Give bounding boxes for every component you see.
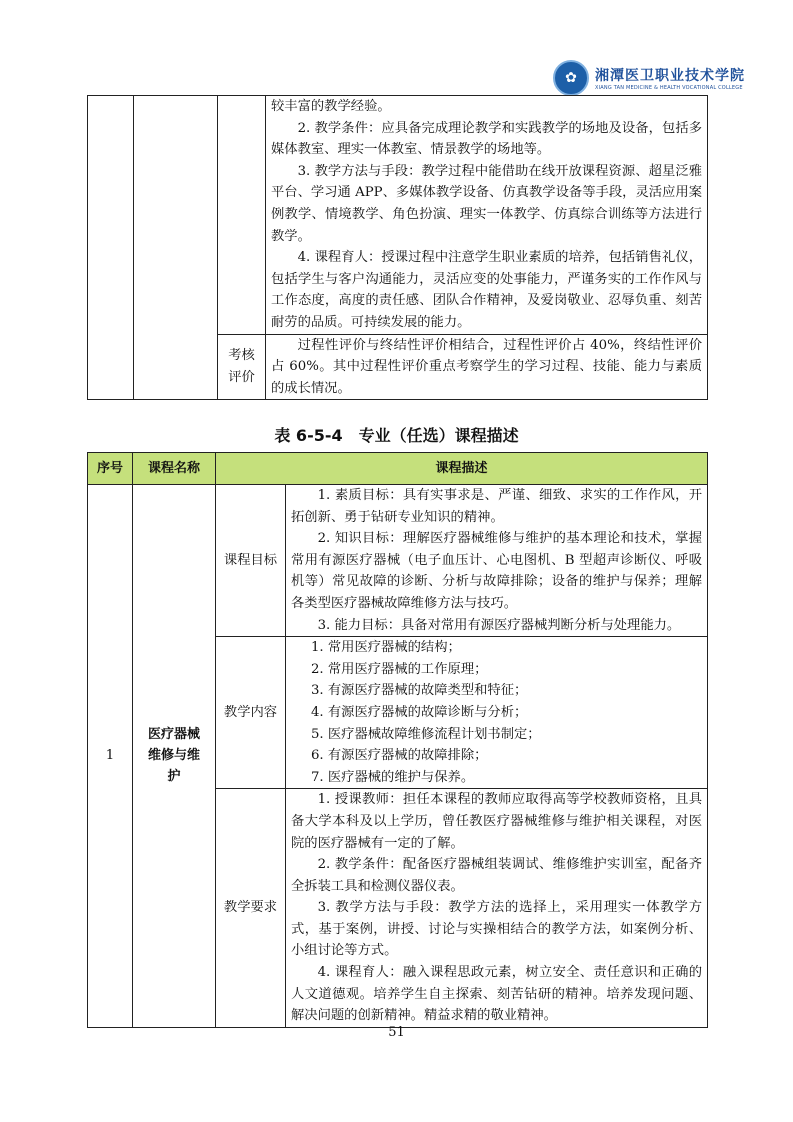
paragraph: 较丰富的教学经验。 bbox=[271, 99, 391, 114]
college-emblem-icon: ✿ bbox=[553, 60, 589, 96]
requirements-cell bbox=[286, 789, 708, 1028]
paragraph: 4. 课程育人：授课过程中注意学生职业素质的培养，包括销售礼仪，包括学生与客户沟通能力，灵活应变的处事能力，严谨务实的工作作风与工作态度，高度的责任感、团队合作精神，及爱岗敬业、忍辱负重、刻苦耐劳的品质。可持续发展的能力。 bbox=[271, 250, 702, 330]
paragraph: 1. 素质目标：具有实事求是、严谨、细致、求实的工作作风，开拓创新、勇于钻研专业知识的精神。 bbox=[291, 488, 702, 525]
requirements-label: 教学要求 bbox=[216, 789, 286, 1028]
header-course-name: 课程名称 bbox=[133, 453, 216, 485]
paragraph: 2. 教学条件：应具备完成理论教学和实践教学的场地及设备，包括多媒体教室、理实一体教室、情景教学的场地等。 bbox=[271, 120, 702, 158]
header-description: 课程描述 bbox=[216, 453, 708, 485]
paragraph: 2. 知识目标：理解医疗器械维修与维护的基本理论和技术，掌握常用有源医疗器械（电子血压计、心电图机、B 型超声诊断仪、呼吸机等）常见故障的诊断、分析与故障排除；设备的维护与保养；理解各类型医疗器械故障维修方法与技巧。 bbox=[291, 531, 702, 611]
list-item: 4. 有源医疗器械的故障诊断与分析； bbox=[310, 704, 528, 720]
table-header-row bbox=[88, 453, 708, 485]
header-index: 序号 bbox=[88, 453, 133, 485]
goals-label: 课程目标 bbox=[216, 485, 286, 637]
list-item: 5. 医疗器械故障维修流程计划书制定； bbox=[310, 726, 541, 742]
content-cell bbox=[286, 637, 708, 789]
list-item: 2. 常用医疗器械的工作原理； bbox=[310, 661, 488, 677]
list-item: 1. 常用医疗器械的结构； bbox=[310, 640, 461, 656]
course-table-continued bbox=[87, 95, 708, 400]
college-logo bbox=[553, 60, 745, 96]
logo-chinese-name: 湘潭医卫职业技术学院 bbox=[595, 68, 745, 84]
paragraph: 3. 教学方法与手段：教学过程中能借助在线开放课程资源、超星泛雅平台、学习通 APP、多媒体教学设备、仿真教学设备等手段，灵活应用案例教学、情境教学、角色扮演、理实一体教学、仿真综合训练等方法进行教学。 bbox=[271, 163, 702, 244]
content-label: 教学内容 bbox=[216, 637, 286, 789]
requirements-label-cell bbox=[218, 96, 266, 335]
paragraph: 1. 授课教师：担任本课程的教师应取得高等学校教师资格，且具备大学本科及以上学历，曾任教医疗器械维修与维护相关课程，对医院的医疗器械有一定的了解。 bbox=[291, 792, 702, 851]
list-item: 6. 有源医疗器械的故障排除； bbox=[310, 748, 488, 764]
elective-course-table bbox=[87, 452, 708, 1028]
requirements-cell bbox=[266, 96, 708, 335]
table-row bbox=[88, 485, 708, 637]
index-cell bbox=[88, 96, 134, 400]
logo-english-name: XIANG TAN MEDICINE & HEALTH VOCATIONAL COLLEGE bbox=[595, 85, 743, 91]
assessment-cell bbox=[266, 334, 708, 400]
list-item: 3. 有源医疗器械的故障类型和特征； bbox=[310, 683, 528, 699]
paragraph: 3. 教学方法与手段：教学方法的选择上，采用理实一体教学方式，基于案例，讲授、讨论与实操相结合的教学方法，如案例分析、小组讨论等方式。 bbox=[291, 900, 702, 959]
course-name-cell bbox=[134, 96, 218, 400]
paragraph: 过程性评价与终结性评价相结合，过程性评价占 40%，终结性评价占 60%。其中过程性评价重点考察学生的学习过程、技能、能力与素质的成长情况。 bbox=[271, 337, 702, 396]
index-cell: 1 bbox=[88, 485, 133, 1028]
paragraph: 3. 能力目标：具备对常用有源医疗器械判断分析与处理能力。 bbox=[317, 617, 681, 633]
list-item: 7. 医疗器械的维护与保养。 bbox=[310, 769, 475, 785]
course-name-cell: 医疗器械维修与维护 bbox=[133, 485, 216, 1028]
paragraph: 2. 教学条件：配备医疗器械组装调试、维修维护实训室，配备齐全拆装工具和检测仪器仪表。 bbox=[291, 857, 702, 894]
assessment-label: 考核评价 bbox=[218, 334, 266, 400]
table-title: 表 6-5-4 专业（任选）课程描述 bbox=[274, 426, 519, 445]
goals-cell bbox=[286, 485, 708, 637]
paragraph: 4. 课程育人：融入课程思政元素，树立安全、责任意识和正确的人文道德观。培养学生自主探索、刻苦钻研的精神。培养发现问题、解决问题的创新精神。精益求精的敬业精神。 bbox=[291, 965, 702, 1024]
page-number: 51 bbox=[388, 1025, 405, 1040]
